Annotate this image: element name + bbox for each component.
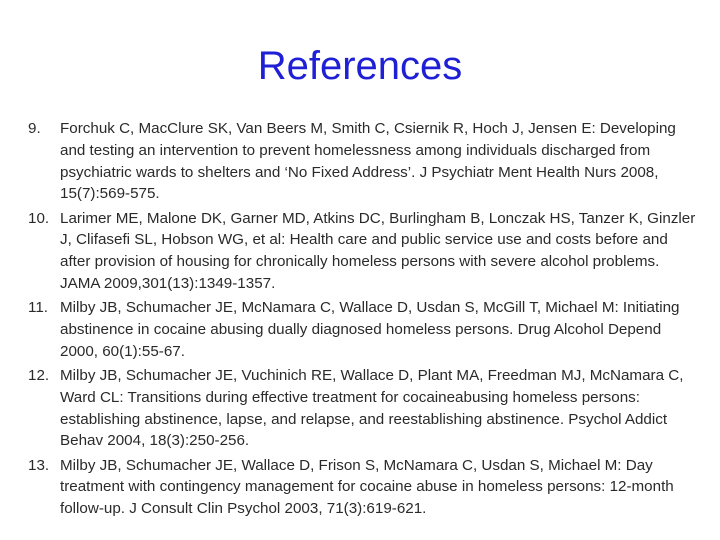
reference-item (28, 365, 698, 452)
reference-item (28, 208, 698, 295)
reference-text: Milby JB, Schumacher JE, Vuchinich RE, Wallace D, Plant MA, Freedman MJ, McNamara C, Ward CL: Transitions during effective treatment for cocaineabusing homeless persons: establishing abstinence, lapse, and relapse, and reestablishing abstinence. Psychol Addict Behav 2004, 18(3):250-256. (60, 366, 684, 450)
reference-number: 9. (28, 120, 41, 137)
reference-number: 10. (28, 209, 50, 227)
reference-text: Forchuk C, MacClure SK, Van Beers M, Smith C, Csiernik R, Hoch J, Jensen E: Developing and testing an intervention to prevent homelessness among individuals discharged from psychiatric wards to shelters and ‘No Fixed Address’. J Psychiatr Ment Health Nurs 2008, 15(7):569-575. (60, 120, 676, 203)
reference-number: 13. (28, 456, 50, 474)
reference-number: 11. (28, 299, 48, 317)
reference-number: 12. (28, 366, 50, 384)
reference-text: Larimer ME, Malone DK, Garner MD, Atkins DC, Burlingham B, Lonczak HS, Tanzer K, Ginzler J, Clifasefi SL, Hobson WG, et al: Health care and public service use and costs before and after provision of housing for chronically homeless persons with severe alcohol problems. JAMA 2009,301(13):1349-1357. (60, 209, 696, 292)
reference-text: Milby JB, Schumacher JE, McNamara C, Wallace D, Usdan S, McGill T, Michael M: Initiating abstinence in cocaine abusing dually diagnosed homeless persons. Drug Alcohol Depend 2000, 60(1):55-67. (60, 299, 680, 360)
reference-item (28, 118, 698, 205)
reference-text: Milby JB, Schumacher JE, Wallace D, Frison S, McNamara C, Usdan S, Michael M: Day treatment with contingency management for cocaine abuse in homeless persons: 12-month follow-up. J Consult Clin Psychol 2003, 71(3):619-621. (60, 456, 674, 518)
slide-title: References (257, 44, 463, 88)
reference-item (28, 297, 698, 362)
reference-item (28, 455, 698, 520)
reference-list (28, 118, 698, 522)
